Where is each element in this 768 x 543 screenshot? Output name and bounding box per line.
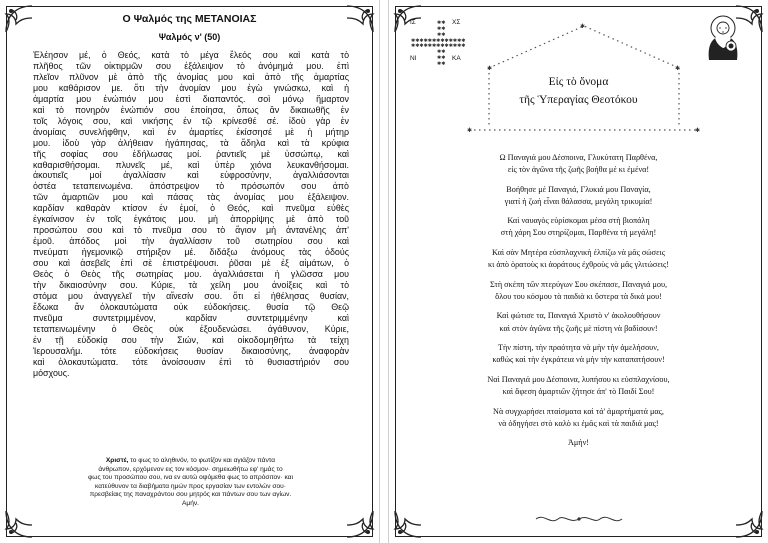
stanza (409, 310, 748, 334)
svg-text:✱: ✱ (487, 65, 493, 72)
psalm-line: πνεῦμα συντετριμμένον, καρδίαν συντετριμμένην καὶ (33, 312, 349, 323)
stanza (409, 342, 748, 366)
svg-text:✱✱: ✱✱ (437, 32, 446, 38)
prayer-line (46, 457, 335, 466)
psalm-line: στόμα μου ἀναγγελεῖ τὴν αἴνεσίν σου. ὅτι εἰ ἠθέλησας θυσίαν, (33, 290, 349, 301)
cross-letters-ic: ΙΣ (410, 19, 416, 26)
stanza (409, 247, 748, 271)
corner-ornament (343, 507, 377, 541)
svg-text:✱: ✱ (580, 23, 586, 30)
svg-text:✱✱✱✱✱✱✱✱✱✱✱✱✱: ✱✱✱✱✱✱✱✱✱✱✱✱✱ (411, 38, 466, 44)
svg-text:✱: ✱ (467, 127, 473, 134)
verse-line: Νὰ συγχωρήσει πταίσματα καὶ τά' ἁμαρτήματά μας, (493, 406, 664, 416)
svg-text:✱✱: ✱✱ (437, 49, 446, 55)
corner-ornament (732, 507, 766, 541)
flourish-ornament (534, 512, 624, 526)
verse-line: κι ἀπὸ ὁρατοὺς κι ἀοράτους ἐχθροὺς νὰ μᾶς γλιτώσεις! (488, 260, 669, 270)
psalm-line: πνεύματι ἡγεμονικῷ στήριξον μέ. διδάξω ἀνόμους τὰς ὁδούς (33, 247, 349, 258)
flourish-icon (534, 512, 624, 526)
prayer-line: άνθρωπον, ερχόμενον εις τον κόσμον· σημειωθήτω εφ' ημάς το (98, 465, 283, 473)
verse-line: εἰς τὸν ἀγῶνα τῆς ζωῆς βοήθα μέ κι ἐμένα! (507, 165, 650, 175)
stanza (409, 406, 748, 430)
verse-line: Καὶ ναυαγὸς εὑρίσκομαι μέσα στὴ βιοπάλη (507, 216, 650, 226)
svg-text:✱✱: ✱✱ (437, 55, 446, 61)
prayer-first-rest: το φως το αληθινόν, το φωτίζον και αγιάζον πάντα (128, 457, 276, 464)
psalm-line: προσώπου σου καὶ τὸ πνεῦμα σου τὸ ἅγιον μὴ ἀντανέλης ἀπ' (33, 225, 349, 236)
psalm-line: καὶ τὸ πονηρὸν ἐνώπιόν σου ἐποίησα, ὅπως ἂν δικαιωθῆς ἐν (33, 104, 349, 115)
prayer-line: φως του προσώπου σου, ινα εν αυτώ οψόμεθα φως το απρόσιτον· και (88, 474, 293, 482)
verse-line: καὶ στὸν ἀγῶνα τῆς ζωῆς μὲ πίστη νὰ βαδίσουν! (499, 323, 658, 333)
verse-line: γιατί ἡ ζωή εἶναι θάλασσα, μεγάλη τρικυμία! (504, 196, 653, 206)
theotokos-icon (701, 14, 743, 62)
psalm-line: μου. ἰδοὺ γὰρ ἀλήθειαν ἠγάπησας, τὰ ἄδηλα καὶ τὰ κρύφια (33, 137, 349, 148)
poem-amen: Ἀμήν! (567, 438, 589, 448)
psalm-line: ἀνομίαις συνελήφθην, καὶ ἐν ἁμαρτίες ἐκίσσησέ μὲ ἡ μήτηρ (33, 126, 349, 137)
page-title: Ο Ψαλμός της ΜΕΤΑΝΟΙΑΣ (122, 13, 257, 25)
psalm-line: ἁμαρτία μου ἐνώπιόν μου ἐστὶ διαπαντός. σοὶ μόνῳ ἥμαρτον (33, 93, 349, 104)
psalm-line: σου καὶ ἀσεβεῖς ἐπὶ σὲ ἐπιστρέψουσι. ῥῦσαι μὲ ἐξ αἱμάτων, ὁ (33, 258, 349, 269)
psalm-line: ἐγκαίνισον ἐν τοῖς ἐγκάτοις μου. μὴ ἀπορρίψης μὲ ἀπὸ τοῦ (33, 214, 349, 225)
verse-line: καὶ ἄφεση ἁμαρτιῶν ζήτησε ἀπ' τὸ Παιδί Σου! (502, 386, 655, 396)
psalm-line: τὴν δικαιοσύνην σου. Κύριε, τὰ χείλη μου ἀνοίξεις καὶ τὸ (33, 280, 349, 291)
stanza (409, 279, 748, 303)
poem-verses (409, 152, 748, 449)
psalm-line: ὀστέα τεταπεινωμένα. ἀπόστρεψον τὸ πρόσωπόν σου ἀπὸ (33, 181, 349, 192)
stanza (409, 184, 748, 208)
verse-line: στὴ χάρη Σου στηρίζομαι, Παρθένα τὴ μεγάλη! (500, 228, 657, 238)
svg-text:✱✱✱✱✱✱✱✱✱✱✱✱✱: ✱✱✱✱✱✱✱✱✱✱✱✱✱ (411, 43, 466, 49)
verse-line: Ναὶ Παναγιά μου Δέσποινα, λυπήσου κι εὐσπλαχνίσου, (487, 374, 670, 384)
verse-line: Τὴν πίστη, τὴν πραότητα νὰ μὴν τὴν ἀμελήσουν, (498, 343, 659, 353)
svg-text:✱: ✱ (695, 127, 701, 134)
stanza (409, 152, 748, 176)
psalm-line: πλεῖον πλῦνον μὲ ἀπὸ τῆς ἀνομίας μου καὶ ἀπὸ τῆς ἁμαρτίας (33, 71, 349, 82)
prayer-lead: Χριστέ, (105, 457, 129, 464)
psalm-line: τῶν ἁμαρτιῶν μου καὶ πάσας τὰς ἀνομίας μου ἐξάλειψον. (33, 192, 349, 203)
prayer-line: κατεύθυνον τα διαβήματα ημών προς εργασίαν των εντολών σου· (95, 482, 286, 490)
corner-ornament (2, 507, 36, 541)
prayer-amen: Αμήν. (182, 499, 199, 507)
left-page (0, 0, 380, 543)
psalm-line: τῆς σοφίας σου ἐδήλωσας μοί. ῥαντιεῖς μὲ ὑσσώπῳ, καὶ (33, 148, 349, 159)
prayer-line: πρεσβείαις της παναχράντου σου μητρός και πάντων σου των αγίων. (89, 491, 292, 499)
psalm-line: πλῆθος τῶν οἰκτιρμῶν σου ἐξάλειψον τὸ ἀνόμημά μου. ἐπὶ (33, 60, 349, 71)
poem-title-line2: τῆς Ὑπεραγίας Θεοτόκου (519, 94, 638, 106)
psalm-line: καὶ ὁλοκαυτώματα. τότε ἀνοίσουσιν ἐπὶ τὸ θυσιαστήριόν σου (33, 356, 349, 367)
psalm-line: Θεὸς ὁ Θεὸς τῆς σωτηρίας μου. ἀγαλλιάσεται ἡ γλῶσσα μου (33, 269, 349, 280)
psalm-line: Ἱερουσαλήμ. τότε εὐδοκήσεις θυσίαν δικαιοσύνης, ἀναφορὰν (33, 345, 349, 356)
verse-line: Καὶ σὰν Μητέρα εὐσπλαχνικὴ ἐλπίζω νὰ μᾶς σώσεις (492, 248, 665, 258)
psalm-line: ἐν τῇ εὐδοκίᾳ σου τὴν Σιών, καὶ οἰκοδομηθήτω τὰ τείχη (33, 334, 349, 345)
verse-line: Βοήθησε μέ Παναγιά, Γλυκιά μου Παναγία, (506, 184, 651, 194)
psalm-line: τεταπεινωμένην ὁ Θεὸς οὐκ ἐξουδενώσει. ἀγάθυνον, Κύριε, (33, 323, 349, 334)
psalm-line: ἔδωκα ἄν ὁλοκαυτώματα οὐκ εὐδοκήσεις. θυσία τῷ Θεῷ (33, 301, 349, 312)
psalm-line: τοῖς λόγοις σου, καὶ νικήσης ἐν τῷ κρίνεσθέ σέ. ἰδοὺ γὰρ ἐν (33, 115, 349, 126)
psalm-line: ἀκουτιεῖς μοί ἀγαλλίασιν καὶ εὐφροσύνην, ἀγαλλιάσονται (33, 170, 349, 181)
cross-letters-ka: ΚΑ (452, 55, 461, 62)
verse-line: ὅλου του κόσμου τὰ παιδιὰ κι ὕστερα τὰ δικά μου! (495, 291, 662, 301)
verse-line: νὰ ὁδηγήσει στὸ καλὸ κι ἐμᾶς καὶ τὰ παιδιά μας! (498, 418, 659, 428)
svg-text:✱✱: ✱✱ (437, 26, 446, 32)
cross-letters-ni: ΝΙ (410, 55, 417, 62)
verse-line: Καὶ φώτισε τα, Παναγιά Χριστὸ ν' ἀκολουθήσουν (496, 311, 661, 321)
svg-text:✱✱: ✱✱ (437, 61, 446, 67)
verse-line: καθὼς καὶ τὴν ἐγκράτεια νὰ μὴν τὴν καταπατήσουν! (492, 355, 665, 365)
psalm-line: ἐμοῦ. ἀπόδος μοὶ τὴν ἀγαλλίασιν τοῦ σωτηρίου σου καὶ (33, 236, 349, 247)
psalm-line: Ἐλέησον μέ, ὁ Θεός, κατὰ τὸ μέγα ἔλεός σου καὶ κατὰ τὸ (33, 50, 349, 60)
verse-line: Στὴ σκέπη τῶν πτερύγων Σου σκέπασε, Παναγιά μου, (489, 279, 668, 289)
prayer-text (46, 457, 335, 509)
psalm-line: καθαρισθήσομαι. πλυνεῖς μέ, καὶ ὑπὲρ χιόνα λευκανθήσομαι. (33, 159, 349, 170)
psalm-text (33, 50, 349, 379)
svg-text:✱: ✱ (675, 65, 681, 72)
stanza (409, 374, 748, 398)
svg-text:✱✱: ✱✱ (437, 20, 446, 26)
psalm-line: μόσχους. (33, 367, 70, 378)
stanza (409, 215, 748, 239)
page-subtitle: Ψαλμός ν' (50) (158, 32, 221, 42)
cross-letters-xc: ΧΣ (452, 19, 461, 26)
poem-title-line1: Εἰς τὸ ὄνομα (548, 76, 609, 88)
corner-ornament (391, 507, 425, 541)
right-page (388, 0, 768, 543)
psalm-line: μου καθάρισον με. ὅτι τὴν ἀνομίαν μου ἐγὼ γινώσκω, καὶ ἡ (33, 82, 349, 93)
psalm-line: καρδίαν καθαρὰν κτίσον ἐν ἐμοί, ὁ Θεός, καὶ πνεῦμα εὐθὲς (33, 203, 349, 214)
verse-line: Ω Παναγιά μου Δέσποινα, Γλυκύτατη Παρθένα, (499, 153, 658, 162)
